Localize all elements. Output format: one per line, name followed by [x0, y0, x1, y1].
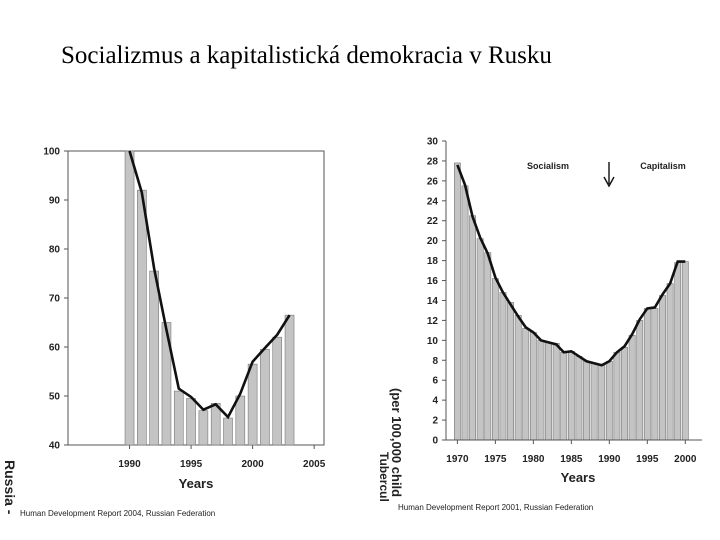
right-x-axis [446, 440, 697, 465]
right-bar [682, 262, 688, 440]
right-bar [469, 216, 475, 440]
right-ytick-label: 22 [426, 216, 438, 228]
right-trend-line [457, 165, 685, 365]
left-ytick-label: 60 [48, 342, 60, 354]
slide-title: Socializmus a kapitalistická demokracia v Rusku [61, 42, 552, 69]
right-xtick-label: 1995 [636, 454, 659, 465]
left-bar [248, 364, 257, 445]
right-ytick-label: 0 [432, 435, 438, 447]
right-xtick-label: 1975 [484, 454, 507, 465]
right-bar [507, 302, 513, 440]
right-ytick-label: 30 [426, 136, 438, 148]
right-xtick-label: 1985 [560, 454, 583, 465]
left-x-axis [118, 445, 325, 470]
right-ytick-label: 14 [426, 295, 438, 307]
right-bar [454, 163, 460, 440]
right-ytick-label: 4 [432, 395, 438, 407]
left-bar [150, 271, 159, 445]
right-bar [629, 335, 635, 440]
right-ytick-label: 26 [426, 176, 438, 188]
left-bar [125, 151, 134, 445]
right-bar [561, 352, 567, 440]
right-bar [667, 284, 673, 440]
left-bars [125, 151, 294, 445]
right-bar [583, 361, 589, 440]
right-bar [515, 315, 521, 440]
left-rotated-label: Russia - [2, 460, 18, 515]
right-bar [485, 253, 491, 440]
right-bar [530, 332, 536, 440]
right-xtick-label: 1970 [446, 454, 469, 465]
right-y-label: (per 100,000 child [389, 388, 404, 498]
left-bar [187, 398, 196, 445]
right-bar [538, 340, 544, 440]
left-bar [224, 418, 233, 445]
left-ytick-label: 80 [48, 244, 60, 256]
right-bar [637, 320, 643, 440]
right-bar [599, 365, 605, 440]
right-bar [568, 351, 574, 440]
capitalism-annotation: Capitalism [640, 161, 686, 171]
right-y-label-cut: Tubercul [377, 452, 391, 502]
right-bar [675, 263, 681, 440]
right-ytick-label: 8 [432, 355, 438, 367]
right-bar [644, 308, 650, 440]
left-xtick-label: 2000 [241, 459, 264, 470]
left-bar [211, 403, 220, 445]
socialism-annotation: Socialism [526, 161, 570, 171]
right-bar [576, 356, 582, 440]
right-bar [591, 363, 597, 440]
right-bar [606, 361, 612, 440]
right-bar [659, 295, 665, 440]
right-ytick-label: 10 [426, 335, 438, 347]
left-ytick-label: 100 [43, 146, 60, 158]
right-label-mask [370, 506, 394, 540]
left-xtick-label: 2005 [303, 459, 326, 470]
left-bar [174, 391, 183, 445]
left-bar [236, 396, 245, 445]
right-ytick-label: 2 [432, 415, 438, 427]
right-bar [462, 186, 468, 440]
transition-arrow [604, 162, 614, 186]
right-bar [553, 343, 559, 440]
left-ytick-label: 70 [48, 293, 60, 305]
right-bar [621, 347, 627, 440]
left-xtick-label: 1990 [118, 459, 141, 470]
right-xtick-label: 1980 [522, 454, 545, 465]
left-bar [285, 315, 294, 445]
right-ytick-label: 6 [432, 375, 438, 387]
left-xtick-label: 1995 [179, 459, 203, 470]
right-ytick-label: 16 [426, 276, 438, 288]
right-bars [454, 163, 688, 440]
left-ytick-label: 90 [48, 195, 60, 207]
right-bar [492, 279, 498, 440]
right-ytick-label: 12 [426, 315, 438, 327]
right-ytick-label: 20 [426, 236, 438, 248]
right-bar [523, 328, 529, 440]
right-x-label: Years [560, 470, 596, 485]
right-source-note: Human Development Report 2001, Russian Federation [398, 503, 594, 512]
left-bar [199, 411, 208, 445]
right-ytick-label: 28 [426, 156, 438, 168]
left-x-label: Years [178, 476, 214, 491]
right-ytick-label: 24 [426, 196, 438, 208]
left-bar [260, 349, 269, 445]
right-bar [500, 292, 506, 440]
right-bar [477, 239, 483, 440]
right-ytick-label: 18 [426, 256, 438, 268]
right-bar [545, 342, 551, 440]
left-source-note: Human Development Report 2004, Russian Federation [20, 509, 216, 518]
left-bar [273, 337, 282, 445]
right-xtick-label: 1990 [598, 454, 621, 465]
left-y-axis [43, 147, 68, 452]
left-ytick-label: 40 [48, 440, 60, 452]
left-ytick-label: 50 [48, 391, 60, 403]
right-y-axis [427, 137, 446, 447]
right-bar [614, 352, 620, 440]
right-xtick-label: 2000 [674, 454, 697, 465]
left-bar [137, 190, 146, 445]
right-bar [652, 308, 658, 440]
